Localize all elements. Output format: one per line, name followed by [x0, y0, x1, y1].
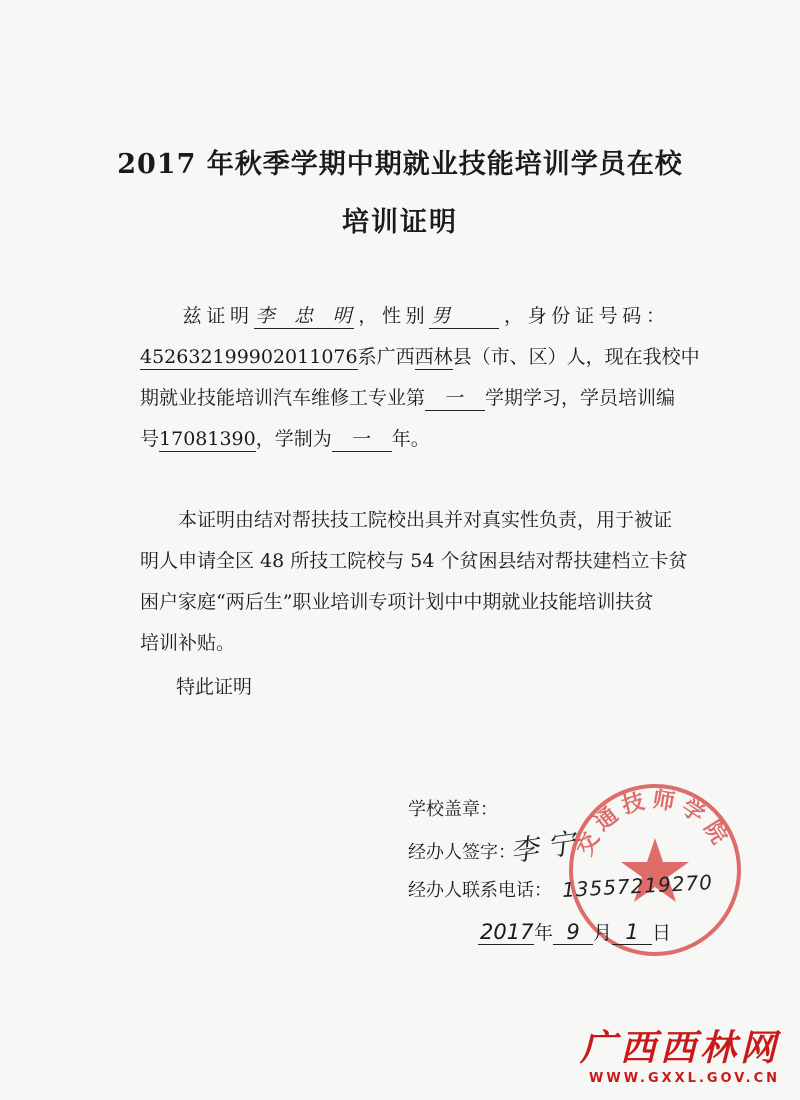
document-title: 2017 年秋季学期中期就业技能培训学员在校	[117, 149, 683, 180]
certificate-paragraph-1	[140, 296, 700, 460]
year-unit: 年	[534, 922, 554, 944]
text-segment: ，学制为	[255, 428, 332, 450]
month-unit: 月	[593, 922, 613, 944]
date-month: 9	[553, 920, 593, 945]
agent-phone-label: 经办人联系电话：	[408, 880, 552, 901]
text-segment: 年。	[391, 428, 430, 450]
watermark-site-name: 广西西林网	[579, 1028, 780, 1069]
paragraph-line: 困户家庭“两后生”职业培训专项计划中中期就业技能培训扶贫	[140, 591, 654, 613]
paragraph-line: 明人申请全区 48 所技工院校与 54 个贫困县结对帮扶建档立卡贫	[140, 550, 688, 572]
text-segment: 县（市、区）人，现在我校中	[452, 346, 700, 368]
term-field: 一	[425, 386, 485, 411]
student-name-field: 李忠明	[255, 305, 352, 327]
text-segment: 本证明由结对帮扶技工院校出具并对真实性负责，用于被证	[178, 509, 673, 531]
day-unit: 日	[652, 922, 672, 944]
agent-signature-label: 经办人签字：	[408, 842, 516, 863]
school-stamp-label: 学校盖章：	[408, 799, 498, 820]
paragraph-line	[140, 337, 700, 378]
agent-phone: 13557219270	[561, 870, 714, 902]
issue-date	[478, 918, 671, 945]
document-subtitle: 培训证明	[342, 207, 458, 238]
gender-field: 男	[429, 304, 499, 329]
closing-statement: 特此证明	[176, 676, 253, 698]
paragraph-line	[140, 500, 673, 541]
student-number-field: 17081390	[159, 428, 256, 450]
text-segment: 兹证明	[178, 305, 254, 327]
text-segment: 期就业技能培训汽车维修工专业第	[140, 387, 426, 409]
duration-field: 一	[332, 427, 392, 452]
id-number-field: 452632199902011076	[140, 346, 358, 368]
paragraph-line	[140, 296, 665, 337]
agent-signature: 李 宁	[508, 826, 578, 869]
text-segment: 学期学习，学员培训编	[485, 387, 676, 409]
paragraph-line	[140, 378, 676, 419]
date-year: 2017	[480, 920, 534, 944]
paragraph-line: 培训补贴。	[140, 632, 236, 654]
text-segment: ，性别	[353, 305, 430, 327]
watermark-url: WWW.GXXL.GOV.CN	[589, 1071, 780, 1086]
date-day: 1	[612, 920, 652, 945]
certificate-paragraph-2	[140, 500, 688, 664]
county-field: 西林	[414, 346, 453, 368]
paragraph-line	[140, 419, 665, 460]
text-segment: 系广西	[357, 346, 415, 368]
text-segment: ，身份证号码：	[499, 305, 665, 327]
seal-text: 交通技师学院	[572, 787, 735, 860]
text-segment: 号	[140, 428, 160, 450]
site-watermark	[580, 1020, 780, 1086]
